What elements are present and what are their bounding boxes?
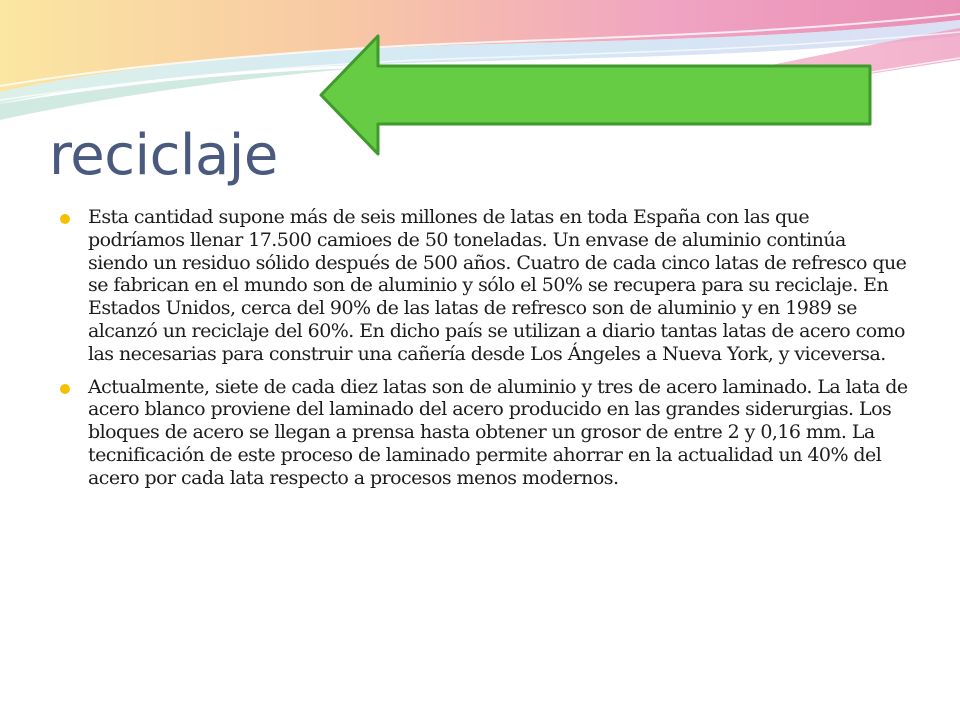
arrow-shape bbox=[321, 36, 870, 154]
list-item bbox=[60, 376, 910, 490]
bullet-text: Actualmente, siete de cada diez latas son de aluminio y tres de acero laminado. La lata de acero blanco proviene del laminado del acero producido en las grandes siderurgias. Los bloques de acero se llegan a prensa hasta obtener un grosor de entre 2 y 0,16 mm. La tecnificación de este proceso de laminado permite ahorrar en la actualidad un 40% del acero por cada lata respecto a procesos menos modernos. bbox=[88, 375, 908, 489]
slide-title: reciclaje bbox=[49, 123, 278, 188]
left-arrow-icon[interactable] bbox=[318, 34, 876, 156]
bullet-icon bbox=[60, 384, 70, 394]
bullet-icon bbox=[60, 214, 70, 224]
bullet-list bbox=[60, 206, 910, 500]
list-item bbox=[60, 206, 910, 366]
bullet-text: Esta cantidad supone más de seis millones de latas en toda España con las que podríamos llenar 17.500 camioes de 50 toneladas. Un envase de aluminio continúa siendo un residuo sólido después de 500 años. Cuatro de cada cinco latas de refresco que se fabrican en el mundo son de aluminio y sólo el 50% se recupera para su reciclaje. En Estados Unidos, cerca del 90% de las latas de refresco son de aluminio y en 1989 se alcanzó un reciclaje del 60%. En dicho país se utilizan a diario tantas latas de acero como las necesarias para construir una cañería desde Los Ángeles a Nueva York, y viceversa. bbox=[88, 206, 907, 365]
